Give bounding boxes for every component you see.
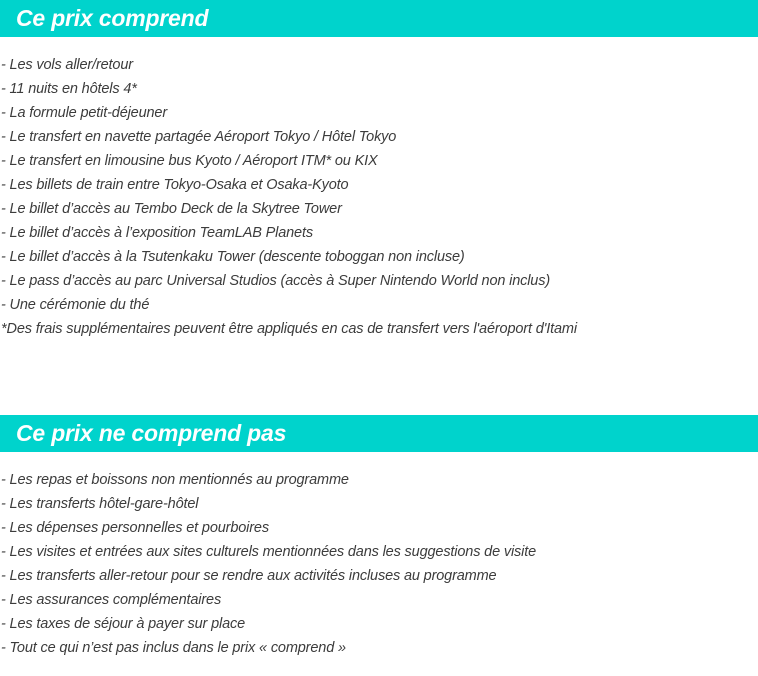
included-item: - Le transfert en limousine bus Kyoto / Aéroport ITM* ou KIX bbox=[1, 153, 378, 169]
excluded-item: - Les transferts aller-retour pour se rendre aux activités incluses au programme bbox=[1, 568, 497, 584]
excluded-section-header: Ce prix ne comprend pas bbox=[0, 415, 758, 452]
excluded-list bbox=[1, 468, 536, 660]
included-item: - Le billet d’accès à la Tsutenkaku Tower (descente toboggan non incluse) bbox=[1, 249, 465, 265]
included-item: - Les billets de train entre Tokyo-Osaka et Osaka-Kyoto bbox=[1, 177, 349, 193]
excluded-item: - Tout ce qui n’est pas inclus dans le prix « comprend » bbox=[1, 640, 346, 656]
excluded-item: - Les visites et entrées aux sites culturels mentionnées dans les suggestions de visite bbox=[1, 544, 537, 560]
included-section-header: Ce prix comprend bbox=[0, 0, 758, 37]
included-item: - Les vols aller/retour bbox=[1, 57, 133, 73]
excluded-item: - Les repas et boissons non mentionnés au programme bbox=[1, 472, 349, 488]
included-item: - Le billet d’accès au Tembo Deck de la Skytree Tower bbox=[1, 201, 342, 217]
included-item: - Le billet d’accès à l’exposition TeamLAB Planets bbox=[1, 225, 313, 241]
excluded-item: - Les assurances complémentaires bbox=[1, 592, 222, 608]
included-item: - Le pass d’accès au parc Universal Studios (accès à Super Nintendo World non inclus) bbox=[1, 273, 550, 289]
excluded-item: - Les dépenses personnelles et pourboires bbox=[1, 520, 269, 536]
included-item: - La formule petit-déjeuner bbox=[1, 105, 168, 121]
included-item: - Le transfert en navette partagée Aéroport Tokyo / Hôtel Tokyo bbox=[1, 129, 397, 145]
excluded-item: - Les transferts hôtel-gare-hôtel bbox=[1, 496, 199, 512]
included-footnote: *Des frais supplémentaires peuvent être appliqués en cas de transfert vers l'aéroport d'Itami bbox=[1, 321, 577, 337]
excluded-item: - Les taxes de séjour à payer sur place bbox=[1, 616, 246, 632]
included-item: - Une cérémonie du thé bbox=[1, 297, 150, 313]
included-item: - 11 nuits en hôtels 4* bbox=[1, 81, 137, 97]
included-list bbox=[1, 53, 577, 341]
